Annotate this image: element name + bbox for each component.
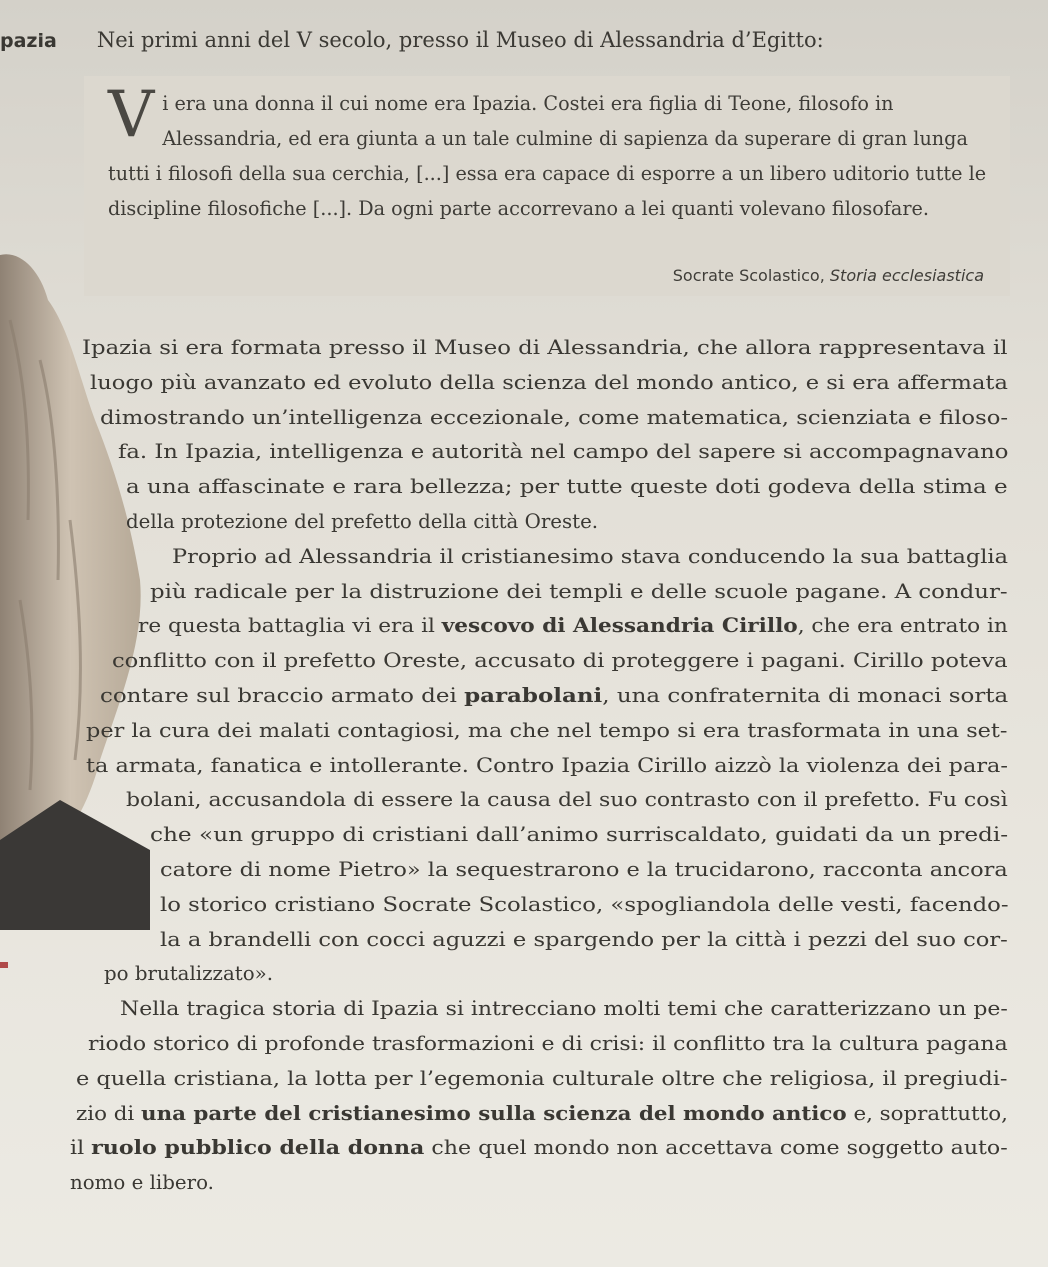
body-line-text: re questa battaglia vi era il <box>138 614 442 638</box>
body-line-text: della protezione del prefetto della città Oreste. <box>126 510 599 533</box>
body-line-text: e, soprattutto, <box>846 1101 1008 1125</box>
body-line-text: che «un gruppo di cristiani dall’animo surriscaldato, guidati da un predi- <box>150 823 1009 847</box>
body-line <box>112 649 1008 673</box>
quote-source-author: Socrate Scolastico, <box>672 266 830 285</box>
body-line <box>126 788 1008 812</box>
body-line-text: bolani, accusandola di essere la causa del suo contrasto con il prefetto. Fu così <box>126 788 1008 812</box>
body-line-bold: parabolani <box>464 683 603 707</box>
body-line <box>160 893 1009 917</box>
body-line-text: dimostrando un’intelligenza eccezionale, come matematica, scienziata e filoso- <box>100 405 1009 429</box>
body-line <box>88 1032 1008 1056</box>
body-line <box>100 406 1008 430</box>
body-line <box>150 580 1008 604</box>
body-line <box>76 1067 1007 1091</box>
body-line-text: Ipazia si era formata presso il Museo di Alessandria, che allora rappresentava il <box>82 336 1008 359</box>
intro-text: Nei primi anni del V secolo, presso il Museo di Alessandria d’Egitto: <box>96 28 824 52</box>
body-line-text: conflitto con il prefetto Oreste, accusato di proteggere i pagani. Cirillo poteva <box>112 649 1008 673</box>
body-line-text: nomo e libero. <box>70 1171 214 1195</box>
body-line <box>100 684 1008 708</box>
body-line <box>82 336 1008 360</box>
body-line <box>90 371 1008 395</box>
body-line-text: riodo storico di profonde trasformazioni e di crisi: il conflitto tra la cultura pagana <box>88 1032 1008 1055</box>
body-line <box>70 1171 214 1195</box>
body-line-text: Proprio ad Alessandria il cristianesimo stava conducendo la sua battaglia <box>172 544 1008 568</box>
drop-cap: V <box>108 78 155 152</box>
body-line <box>70 1136 1008 1160</box>
body-line-text: il <box>70 1136 92 1160</box>
quote-text-block <box>108 78 988 226</box>
body-line <box>86 754 1008 778</box>
body-line-text: , una confraternita di monaci sorta <box>602 684 1009 707</box>
body-line-text: che quel mondo non accettava come soggetto auto- <box>424 1136 1008 1160</box>
body-line-bold: una parte del cristianesimo sulla scienza del mondo antico <box>141 1100 847 1125</box>
body-line-text: e quella cristiana, la lotta per l’egemonia culturale oltre che religiosa, il pregiudi- <box>76 1066 1008 1090</box>
body-line-text: luogo più avanzato ed evoluto della scienza del mondo antico, e si era affermata <box>90 370 1008 394</box>
body-line-text: po brutalizzato». <box>104 962 274 986</box>
body-line <box>160 858 1008 882</box>
intro-line <box>0 28 824 53</box>
body-line <box>86 719 1007 743</box>
body-line-text: fa. In Ipazia, intelligenza e autorità nel campo del sapere si accompagnavano <box>118 440 1009 464</box>
body-line-text: , che era entrato in <box>797 614 1008 638</box>
quote-body: i era una donna il cui nome era Ipazia. Costei era figlia di Teone, filosofo in Alessandria, ed era giunta a un tale culmine di sapienza da superare di gran lunga tutti i filosofi della sua cerchia, [...] essa era capace di esporre a un libero uditorio tutte le discipline filosofiche [...]. Da ogni parte accorrevano a lei quanti volevano filosofare. <box>108 92 987 220</box>
body-line-bold: vescovo di Alessandria Cirillo <box>441 613 798 638</box>
body-line-text: lo storico cristiano Socrate Scolastico, «spogliandola delle vesti, facendo- <box>160 892 1009 916</box>
body-line <box>118 440 1008 464</box>
body-line <box>160 928 1008 952</box>
body-line-text: la a brandelli con cocci aguzzi e spargendo per la città i pezzi del suo cor- <box>160 927 1008 951</box>
body-line-text: per la cura dei malati contagiosi, ma che nel tempo si era trasformata in una set- <box>86 718 1008 742</box>
body-line-text: zio di <box>76 1101 142 1125</box>
body-line-text: ta armata, fanatica e intollerante. Contro Ipazia Cirillo aizzò la violenza dei para- <box>86 753 1008 777</box>
body-line <box>120 997 1008 1021</box>
quote-source-work: Storia ecclesiastica <box>829 266 984 285</box>
body-line <box>126 475 1008 499</box>
body-line-bold: ruolo pubblico della donna <box>91 1135 425 1160</box>
body-line-text: contare sul braccio armato dei <box>100 684 465 707</box>
body-line-text: catore di nome Pietro» la sequestrarono e la trucidarono, racconta ancora <box>160 858 1008 881</box>
section-tag: pazia <box>0 30 57 52</box>
body-line <box>104 962 273 986</box>
body-line <box>76 1102 1008 1126</box>
quote-source <box>673 266 984 285</box>
body-line <box>126 510 598 534</box>
body-line <box>150 823 1008 847</box>
body-line-text: più radicale per la distruzione dei templi e delle scuole pagane. A condur- <box>150 579 1008 603</box>
body-line-text: a una affascinate e rara bellezza; per tutte queste doti godeva della stima e <box>126 475 1008 499</box>
body-line-text: Nella tragica storia di Ipazia si intrecciano molti temi che caratterizzano un pe- <box>120 997 1008 1021</box>
body-line <box>172 545 1008 569</box>
body-line <box>138 614 1008 638</box>
